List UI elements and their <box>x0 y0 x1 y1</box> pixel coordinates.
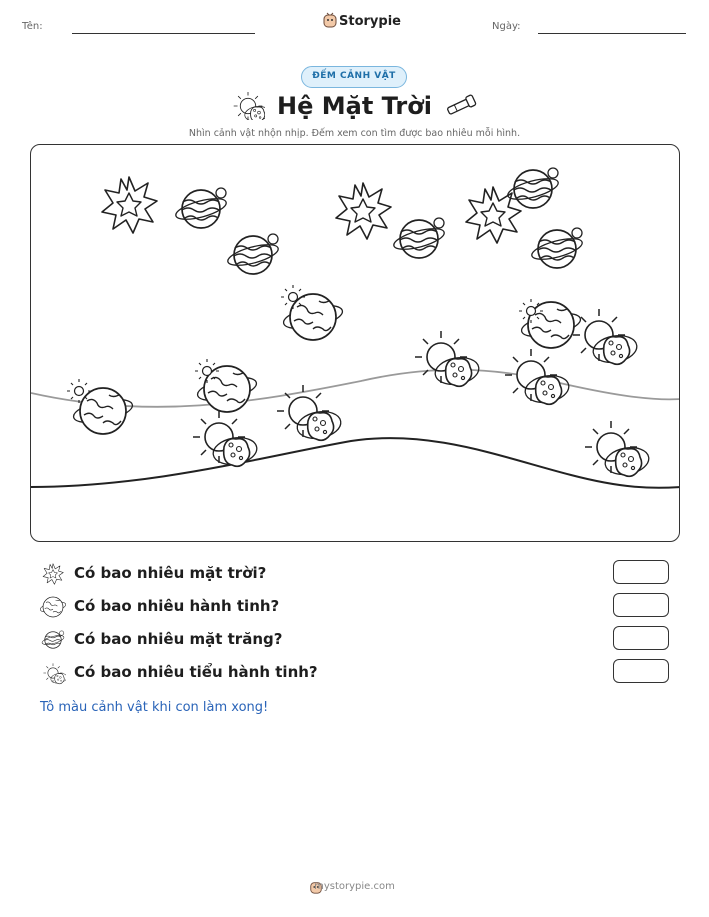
page-title: Hệ Mặt Trời <box>277 92 432 120</box>
brand-name: Storypie <box>339 14 401 29</box>
name-line[interactable] <box>72 33 255 34</box>
question-4: Có bao nhiêu tiểu hành tinh? <box>74 663 318 681</box>
planet-4 <box>506 168 560 208</box>
sun-asteroid-5 <box>193 411 259 468</box>
counting-scene <box>30 144 680 542</box>
sun-icon <box>40 561 66 587</box>
planet-1 <box>174 188 228 228</box>
question-2: Có bao nhiêu hành tinh? <box>74 597 280 615</box>
name-label: Tên: <box>22 21 43 32</box>
planet-icon <box>40 594 66 620</box>
planet-2 <box>226 234 280 274</box>
sun-star-1 <box>102 177 157 233</box>
sun-asteroid-1 <box>415 331 481 388</box>
storypie-logo-icon <box>322 12 338 28</box>
sun-asteroid-6 <box>585 421 651 478</box>
sun-star-2 <box>336 183 391 239</box>
sun-asteroid-4 <box>277 385 343 442</box>
asteroid-icon <box>40 660 66 686</box>
question-2-icon <box>40 594 66 624</box>
question-3: Có bao nhiêu mặt trăng? <box>74 630 283 648</box>
planet-3 <box>392 218 446 258</box>
answer-box-3[interactable] <box>613 626 669 650</box>
sun-star-3 <box>466 187 521 243</box>
footer-url[interactable]: mystorypie.com <box>314 881 395 892</box>
moon-icon <box>40 627 66 653</box>
question-4-icon <box>40 660 66 690</box>
telescope-icon <box>444 94 478 120</box>
planet-5 <box>530 228 584 268</box>
storypie-logo <box>322 12 338 32</box>
answer-box-4[interactable] <box>613 659 669 683</box>
question-3-icon <box>40 627 66 657</box>
coloring-note: Tô màu cảnh vật khi con làm xong! <box>40 700 269 715</box>
instructions: Nhìn cảnh vật nhộn nhịp. Đếm xem con tìm được bao nhiêu mỗi hình. <box>188 128 521 139</box>
question-1-icon <box>40 561 66 591</box>
date-line[interactable] <box>538 33 686 34</box>
answer-box-1[interactable] <box>613 560 669 584</box>
sun-asteroid-2 <box>573 309 639 366</box>
scene-illustration <box>31 145 680 542</box>
date-label: Ngày: <box>492 21 521 32</box>
answer-box-2[interactable] <box>613 593 669 617</box>
category-badge: ĐẾM CẢNH VẬT <box>301 66 407 88</box>
sun-asteroid-3 <box>505 349 571 406</box>
question-1: Có bao nhiêu mặt trời? <box>74 564 267 582</box>
